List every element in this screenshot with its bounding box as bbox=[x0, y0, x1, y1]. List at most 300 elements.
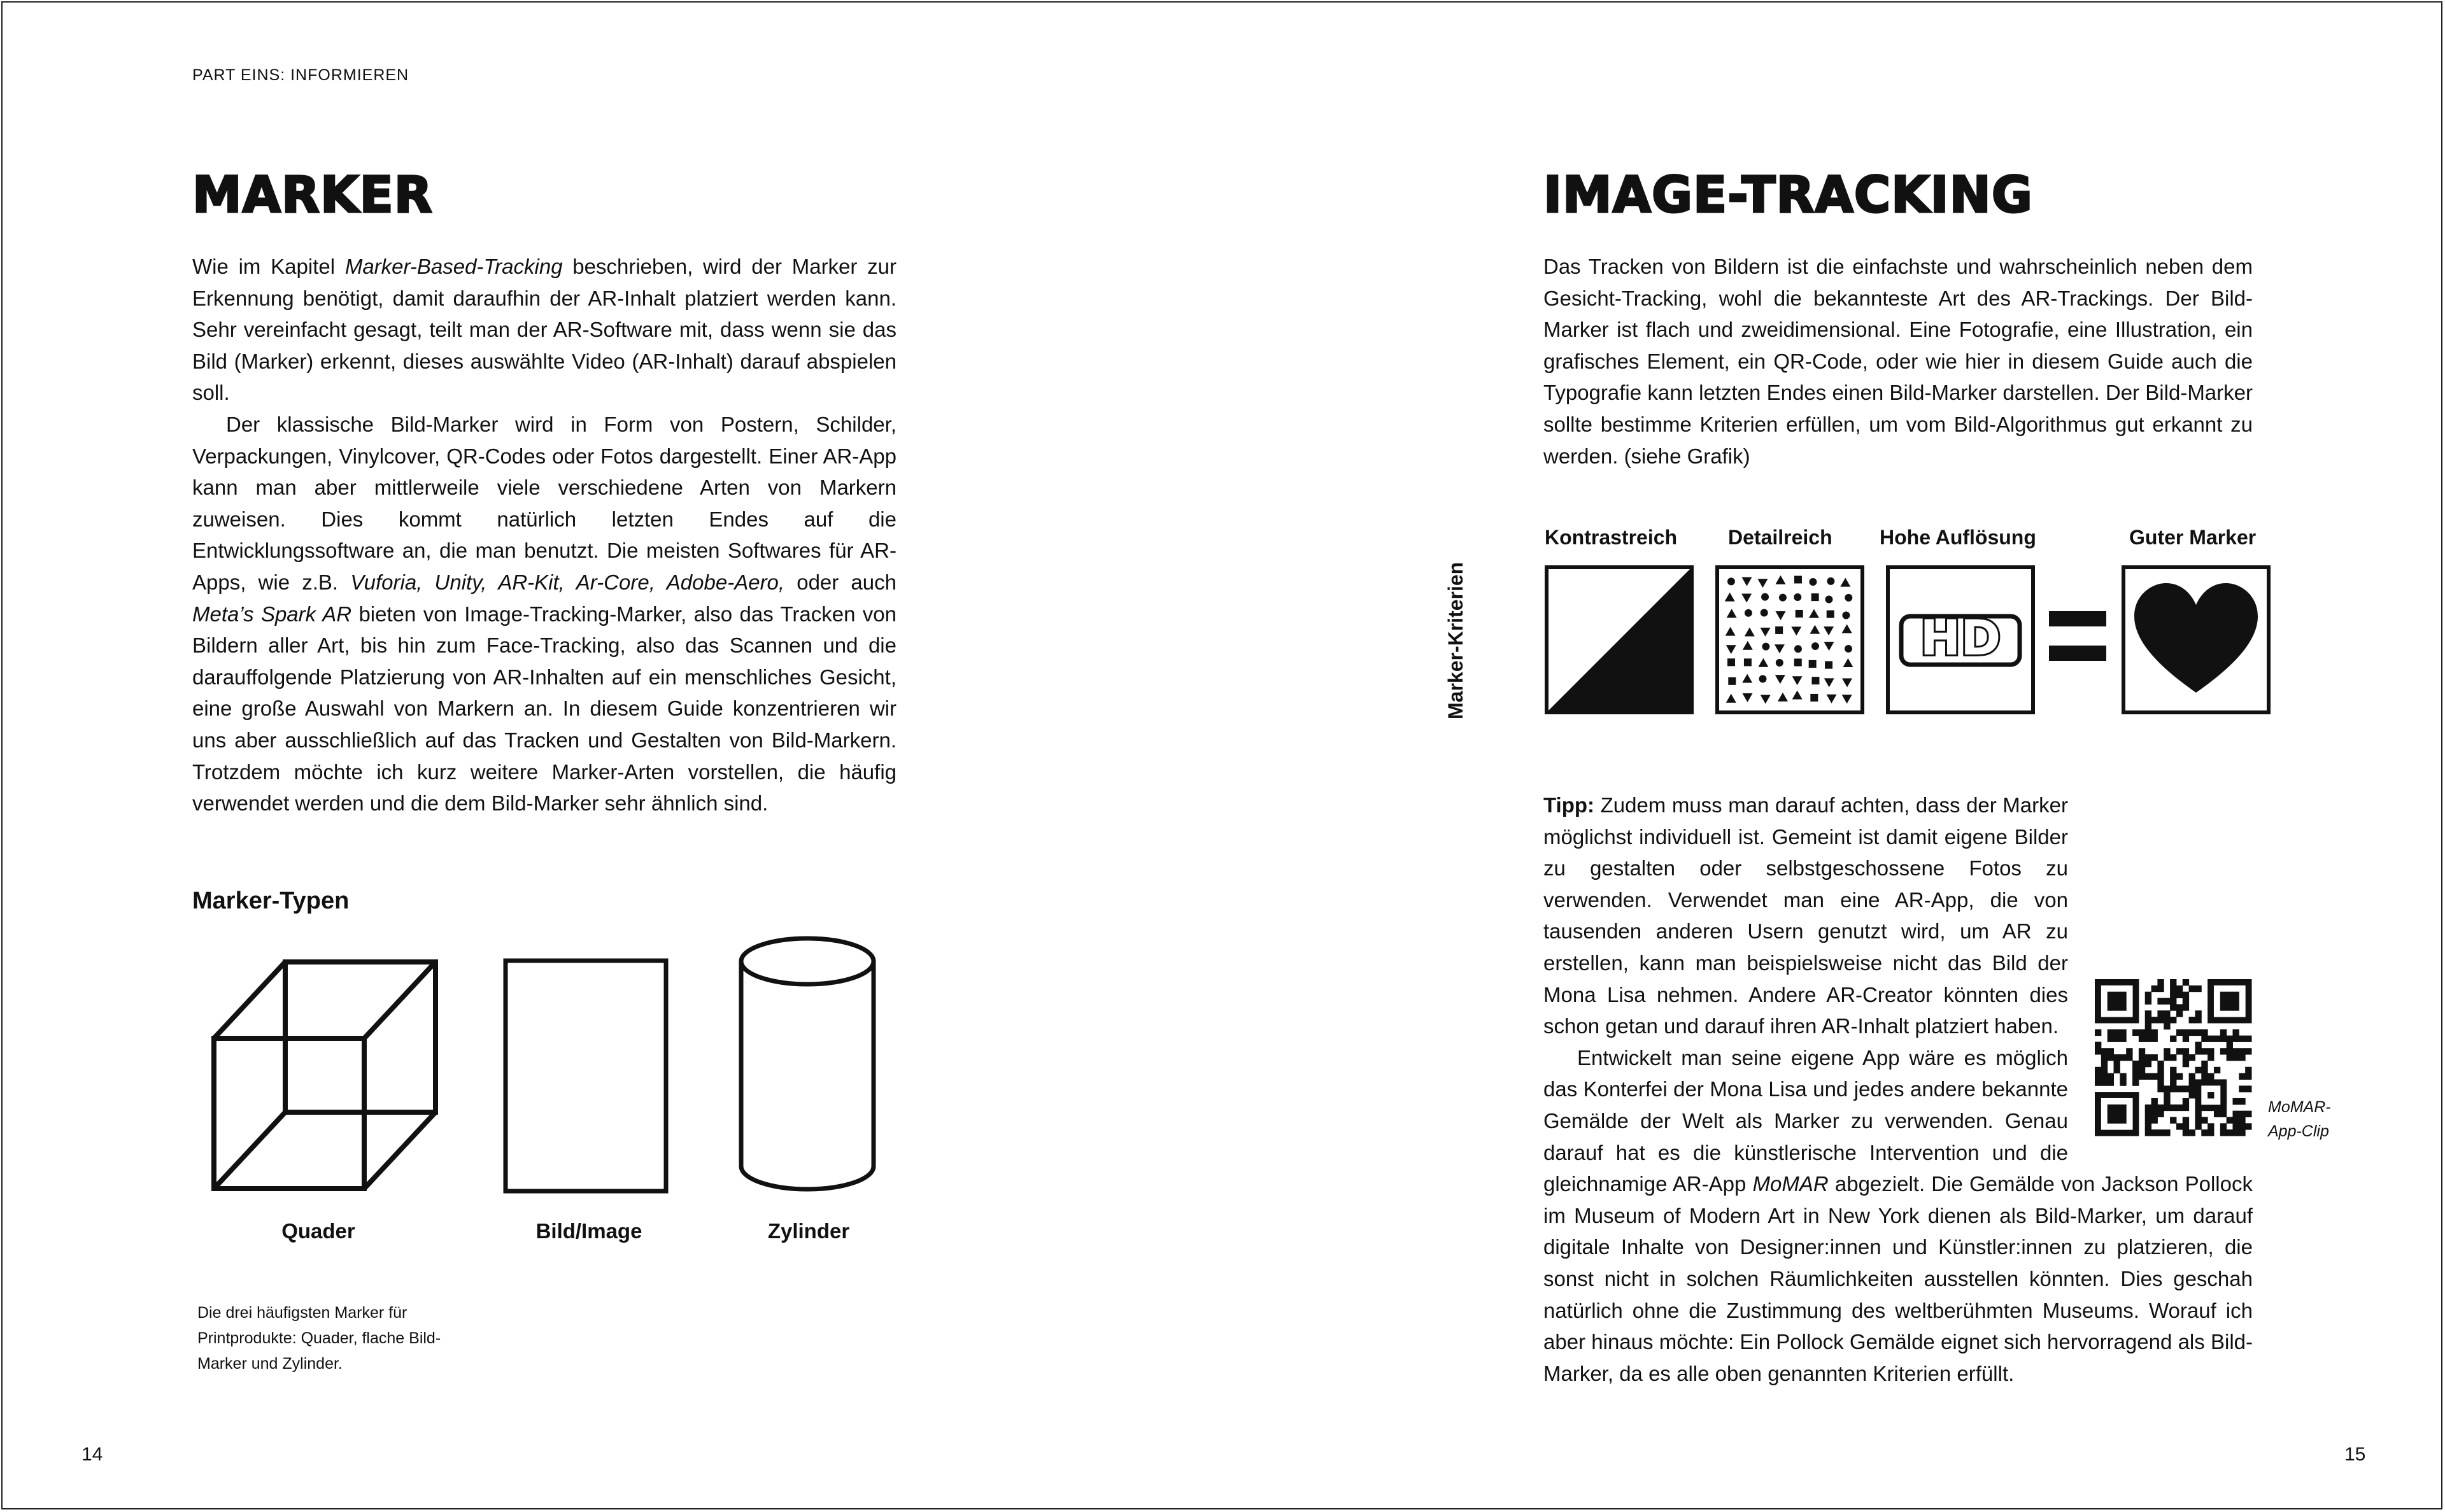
qr-module bbox=[2227, 1117, 2233, 1123]
qr-module bbox=[2170, 1117, 2176, 1123]
qr-module bbox=[2245, 1123, 2251, 1129]
qr-module bbox=[2208, 1073, 2214, 1080]
equals-icon bbox=[2049, 611, 2106, 668]
pattern-shape bbox=[1742, 693, 1752, 702]
qr-module bbox=[2232, 1123, 2239, 1129]
qr-module bbox=[2201, 1036, 2208, 1042]
pattern-shape bbox=[1827, 611, 1834, 618]
qr-module bbox=[2157, 1111, 2164, 1117]
pattern-shape bbox=[1727, 658, 1735, 666]
pattern-shape bbox=[1845, 594, 1852, 602]
qr-module bbox=[2151, 1098, 2158, 1105]
qr-module bbox=[2176, 1004, 2183, 1010]
pattern-shape bbox=[1775, 611, 1785, 620]
image-tracking-title: IMAGE-TRACKING bbox=[1543, 167, 2033, 224]
qr-module bbox=[2108, 1029, 2114, 1036]
qr-module bbox=[2170, 1067, 2176, 1073]
qr-module bbox=[2157, 1079, 2164, 1085]
pattern-shape bbox=[1757, 579, 1768, 588]
pattern-shape bbox=[1827, 577, 1834, 585]
marker-paragraph-2: Der klassische Bild-Marker wird in Form von Postern, Schilder, Verpackungen, Vinylcover, QR-Codes oder Fotos dargestellt. Einer AR-App kann man aber mittlerweile viele verschiedene Arten von Markern zuweisen. Dies kommt natürlich letzten Endes auf die Entwicklungssoftware an, die man benutzt. Die meisten Softwares für AR-Apps, wie z.B. Vuforia, Unity, AR-Kit, Ar-Core, Adobe-Aero, oder auch Meta’s Spark AR bieten von Image-Tracking-Marker, also das Tracken von Bildern aller Art, bis hin zum Face-Tracking, also das Scannen und die darauffolgende Platzierung von AR-Inhalten auf ein menschliches Gesicht, eine große Auswahl von Markern an. In diesem Guide konzentrieren wir uns aber ausschließlich auf das Tracken und Gestalten von Bild-Markern. Trotzdem möchte ich kurz weitere Marker-Arten vorstellen, die häufig verwendet werden und die dem Bild-Marker sehr ähnlich sind. bbox=[192, 412, 896, 816]
label-bild-image: Bild/Image bbox=[535, 1219, 642, 1243]
qr-module bbox=[2189, 1073, 2195, 1080]
qr-module bbox=[2145, 1023, 2151, 1029]
qr-module bbox=[2139, 1054, 2145, 1061]
pattern-shape bbox=[1758, 658, 1768, 667]
qr-module bbox=[2245, 1085, 2251, 1092]
qr-module bbox=[2170, 1036, 2176, 1042]
qr-module bbox=[2208, 1048, 2214, 1054]
pattern-shape bbox=[1791, 626, 1801, 635]
qr-module bbox=[2227, 1036, 2233, 1042]
hd-marker-icon bbox=[1886, 565, 2035, 714]
qr-module bbox=[2145, 992, 2151, 998]
momar-paragraph: Entwickelt man seine eigene App wäre es möglich das Konterfei der Mona Lisa und jedes andere bekannte Gemälde der Welt als Marker zu verwenden. Genau darauf hat es die künstlerische Intervention und die gleichnamige AR-App MoMAR abgezielt. Die Gemälde von Jackson Pollock im Museum of Modern Art in New York dienen als Bild-Marker, um darauf digitale Inhalte von Designer:innen und Künstler:innen zu platzieren, die sonst nicht in solchen Räumlichkeiten ausstellen könnten. Dies geschah natürlich ohne die Zustimmung des weltberühmten Museums. Worauf ich aber hinaus möchte: Ein Pollock Gemälde eignet sich hervorragend als Bild-Marker, da es alle oben genannten Kriterien erfüllt. bbox=[1543, 1045, 2253, 1385]
qr-module bbox=[2176, 1073, 2183, 1080]
qr-module bbox=[2214, 1036, 2220, 1042]
qr-module bbox=[2157, 1017, 2164, 1023]
qr-module bbox=[2170, 998, 2176, 1005]
qr-module bbox=[2170, 1079, 2176, 1085]
qr-module bbox=[2151, 1129, 2158, 1136]
qr-module bbox=[2201, 1061, 2208, 1067]
qr-module bbox=[2170, 1105, 2176, 1111]
pattern-shape bbox=[1842, 611, 1850, 619]
qr-module bbox=[2108, 1054, 2114, 1061]
qr-module bbox=[2120, 1036, 2126, 1042]
pattern-shape bbox=[1742, 674, 1752, 682]
pattern-shape bbox=[1840, 578, 1850, 587]
qr-module bbox=[2189, 1079, 2195, 1085]
qr-module bbox=[2189, 1085, 2195, 1092]
qr-module bbox=[2145, 998, 2151, 1005]
qr-module bbox=[2227, 1048, 2233, 1054]
qr-module bbox=[2170, 986, 2176, 992]
qr-module bbox=[2232, 1048, 2239, 1054]
qr-module bbox=[2227, 1054, 2233, 1061]
qr-module bbox=[2145, 1105, 2151, 1111]
qr-caption-line-1: MoMAR- bbox=[2268, 1098, 2331, 1116]
qr-module bbox=[2114, 1029, 2120, 1036]
hd-text: HD bbox=[1920, 609, 2001, 666]
qr-module bbox=[2176, 1123, 2183, 1129]
qr-module bbox=[2170, 992, 2176, 998]
qr-module bbox=[2157, 986, 2164, 992]
pattern-shape bbox=[1794, 576, 1802, 583]
qr-module bbox=[2108, 1073, 2114, 1080]
detail-marker-icon bbox=[1715, 565, 1864, 714]
qr-module bbox=[2183, 979, 2189, 986]
qr-module bbox=[2120, 1079, 2126, 1085]
qr-module bbox=[2227, 1042, 2233, 1048]
pattern-shape bbox=[1743, 641, 1753, 650]
qr-module bbox=[2095, 1029, 2101, 1036]
qr-module bbox=[2164, 998, 2170, 1005]
qr-module bbox=[2201, 1067, 2208, 1073]
qr-module bbox=[2151, 986, 2158, 992]
label-zylinder: Zylinder bbox=[767, 1219, 850, 1243]
qr-module bbox=[2201, 1029, 2208, 1036]
pattern-shape bbox=[1824, 642, 1834, 651]
qr-code-icon[interactable] bbox=[2095, 979, 2251, 1136]
criterion-hohe-aufloesung: Hohe Auflösung bbox=[1880, 526, 2036, 549]
qr-module bbox=[2164, 1098, 2170, 1105]
qr-module bbox=[2195, 1067, 2201, 1073]
qr-module bbox=[2157, 1129, 2164, 1136]
pattern-shape bbox=[1811, 642, 1819, 650]
qr-module bbox=[2245, 1111, 2251, 1117]
qr-module bbox=[2145, 1061, 2151, 1067]
qr-module bbox=[2189, 986, 2195, 992]
qr-module bbox=[2183, 1004, 2189, 1010]
qr-module bbox=[2145, 1117, 2151, 1123]
pattern-shape bbox=[1809, 660, 1817, 668]
label-quader: Quader bbox=[281, 1219, 355, 1243]
qr-module bbox=[2170, 1054, 2176, 1061]
pattern-shape bbox=[1728, 677, 1736, 685]
qr-module bbox=[2157, 1073, 2164, 1080]
qr-module bbox=[2170, 1085, 2176, 1092]
qr-module bbox=[2164, 1048, 2170, 1054]
pattern-shape bbox=[1762, 643, 1769, 651]
cylinder-icon bbox=[737, 936, 877, 1194]
qr-module bbox=[2195, 1123, 2201, 1129]
qr-module bbox=[2126, 1054, 2132, 1061]
qr-module bbox=[2151, 1105, 2158, 1111]
pattern-shape bbox=[1827, 695, 1837, 703]
qr-module bbox=[2095, 1079, 2101, 1085]
qr-module bbox=[2139, 1073, 2145, 1080]
qr-module bbox=[2164, 1105, 2170, 1111]
qr-module bbox=[2114, 1061, 2120, 1067]
qr-module bbox=[2145, 1073, 2151, 1080]
qr-module bbox=[2220, 1123, 2227, 1129]
figure-caption: Die drei häufigsten Marker für Printprodukte: Quader, flache Bild-Marker und Zylinder. bbox=[197, 1304, 441, 1373]
qr-module bbox=[2245, 1067, 2251, 1073]
pattern-shape bbox=[1744, 658, 1752, 666]
pattern-shape bbox=[1811, 593, 1819, 601]
pattern-shape bbox=[1845, 645, 1852, 653]
pattern-shape bbox=[1843, 658, 1853, 667]
qr-module bbox=[2170, 979, 2176, 986]
qr-module bbox=[2239, 1048, 2245, 1054]
qr-module bbox=[2189, 1029, 2195, 1036]
qr-module bbox=[2145, 1111, 2151, 1117]
qr-module bbox=[2108, 1079, 2114, 1085]
qr-module bbox=[2239, 1073, 2245, 1080]
qr-module bbox=[2183, 1061, 2189, 1067]
qr-caption-line-2: App-Clip bbox=[2268, 1122, 2329, 1140]
qr-module bbox=[2145, 1029, 2151, 1036]
qr-module bbox=[2239, 1098, 2245, 1105]
qr-module bbox=[2108, 1105, 2127, 1124]
qr-module bbox=[2183, 1036, 2189, 1042]
qr-module bbox=[2132, 1061, 2139, 1067]
qr-module bbox=[2183, 1048, 2189, 1054]
qr-module bbox=[2183, 1098, 2189, 1105]
qr-module bbox=[2208, 1092, 2214, 1098]
qr-module bbox=[2114, 1067, 2120, 1073]
qr-module bbox=[2214, 1067, 2220, 1073]
pattern-shape bbox=[1794, 659, 1802, 667]
qr-module bbox=[2245, 1048, 2251, 1054]
qr-module bbox=[2176, 1085, 2183, 1092]
pattern-shape bbox=[1792, 676, 1803, 685]
qr-module bbox=[2151, 1029, 2158, 1036]
qr-module bbox=[2239, 1117, 2245, 1123]
qr-module bbox=[2095, 1048, 2101, 1054]
qr-module bbox=[2239, 1129, 2245, 1136]
qr-module bbox=[2176, 986, 2183, 992]
qr-module bbox=[2183, 1054, 2189, 1061]
qr-module bbox=[2176, 1010, 2183, 1017]
pattern-shape bbox=[1741, 594, 1752, 603]
qr-module bbox=[2120, 1073, 2126, 1080]
qr-module bbox=[2157, 979, 2164, 986]
qr-module bbox=[2108, 1036, 2114, 1042]
qr-module bbox=[2145, 1129, 2151, 1136]
qr-module bbox=[2195, 1017, 2201, 1023]
qr-module bbox=[2195, 1117, 2201, 1123]
qr-module bbox=[2201, 1117, 2208, 1123]
qr-module bbox=[2176, 992, 2183, 998]
pattern-shape bbox=[1796, 610, 1803, 618]
qr-module bbox=[2132, 1073, 2139, 1080]
pattern-shape bbox=[1794, 645, 1802, 653]
pattern-shape bbox=[1809, 578, 1817, 586]
qr-module bbox=[2170, 1004, 2176, 1010]
criterion-detailreich: Detailreich bbox=[1728, 526, 1832, 549]
qr-module bbox=[2164, 1085, 2170, 1092]
pattern-shape bbox=[1760, 628, 1770, 637]
qr-module bbox=[2183, 1117, 2189, 1123]
qr-module bbox=[2232, 1054, 2239, 1061]
pattern-shape bbox=[1727, 577, 1735, 585]
contrast-marker-icon bbox=[1545, 565, 1694, 714]
pattern-shape bbox=[1778, 693, 1788, 702]
qr-module bbox=[2195, 1111, 2201, 1117]
qr-module bbox=[2245, 1036, 2251, 1042]
cube-icon bbox=[210, 958, 439, 1194]
qr-module bbox=[2232, 1129, 2239, 1136]
qr-module bbox=[2164, 1023, 2170, 1029]
marker-title: MARKER bbox=[192, 167, 433, 224]
qr-module bbox=[2151, 1073, 2158, 1080]
marker-types-heading: Marker-Typen bbox=[192, 887, 350, 914]
qr-module bbox=[2214, 1111, 2220, 1117]
qr-module bbox=[2183, 1129, 2189, 1136]
qr-module bbox=[2145, 1017, 2151, 1023]
qr-module bbox=[2208, 1054, 2214, 1061]
qr-module bbox=[2145, 1123, 2151, 1129]
qr-module bbox=[2232, 1117, 2239, 1123]
intro-paragraph: Das Tracken von Bildern ist die einfachste und wahrscheinlich neben dem Gesicht-Tracking, wohl die bekannteste Art des AR-Trackings. Der Bild-Marker ist flach und zweidimensional. Eine Fotografie, eine Illustration, ein grafisches Element, ein QR-Code, oder wie hier in diesem Guide auch die Typografie kann letzten Endes einen Bild-Marker darstellen. Der Bild-Marker sollte bestimme Kriterien erfüllen, um vom Bild-Algorithmus gut erkannt zu werden. (siehe Grafik) bbox=[1543, 255, 2253, 468]
qr-module bbox=[2132, 1067, 2139, 1073]
qr-module bbox=[2114, 1036, 2120, 1042]
pattern-shape bbox=[1825, 661, 1832, 669]
qr-module bbox=[2201, 1048, 2208, 1054]
page-number-left: 14 bbox=[82, 1444, 103, 1465]
qr-module bbox=[2189, 1092, 2195, 1098]
pattern-shape bbox=[1792, 690, 1803, 699]
qr-module bbox=[2145, 1010, 2151, 1017]
qr-module bbox=[2227, 1129, 2233, 1136]
pattern-shape bbox=[1825, 596, 1832, 604]
marker-body bbox=[192, 251, 896, 819]
qr-module bbox=[2120, 1054, 2126, 1061]
pattern-shape bbox=[1725, 593, 1735, 602]
running-header: PART EINS: INFORMIEREN bbox=[192, 66, 409, 84]
qr-module bbox=[2145, 1054, 2151, 1061]
qr-module bbox=[2189, 1017, 2195, 1023]
qr-module bbox=[2151, 1117, 2158, 1123]
qr-module bbox=[2139, 1061, 2145, 1067]
pattern-shape bbox=[1726, 627, 1736, 636]
qr-module bbox=[2120, 1029, 2126, 1036]
criterion-kontrastreich: Kontrastreich bbox=[1545, 526, 1678, 549]
criteria-axis-label: Marker-Kriterien bbox=[1444, 562, 1467, 719]
pattern-shape bbox=[1824, 626, 1834, 635]
qr-module bbox=[2157, 1010, 2164, 1017]
qr-module bbox=[2157, 1061, 2164, 1067]
qr-module bbox=[2208, 1123, 2214, 1129]
qr-module bbox=[2095, 1042, 2101, 1048]
pattern-shape bbox=[1811, 677, 1819, 684]
qr-module bbox=[2101, 1054, 2108, 1061]
pattern-shape bbox=[1759, 675, 1766, 682]
image-tracking-intro bbox=[1543, 251, 2253, 472]
pattern-shape bbox=[1842, 625, 1852, 633]
qr-module bbox=[2195, 1042, 2201, 1048]
qr-module bbox=[2232, 1098, 2239, 1105]
qr-module bbox=[2101, 1048, 2108, 1054]
pattern-shape bbox=[1775, 576, 1785, 584]
qr-caption bbox=[2268, 1095, 2331, 1143]
qr-module bbox=[2101, 1073, 2108, 1080]
qr-module bbox=[2201, 1073, 2208, 1080]
qr-module bbox=[2183, 998, 2189, 1005]
qr-module bbox=[2164, 1017, 2170, 1023]
pattern-shape bbox=[1809, 609, 1819, 618]
qr-module bbox=[2176, 1029, 2183, 1036]
tip-label: Tipp: bbox=[1543, 793, 1595, 817]
qr-module bbox=[2183, 1123, 2189, 1129]
qr-module bbox=[2195, 1010, 2201, 1017]
qr-module bbox=[2151, 1036, 2158, 1042]
qr-module bbox=[2157, 1067, 2164, 1073]
pattern-shape bbox=[1775, 644, 1785, 653]
qr-module bbox=[2157, 998, 2164, 1005]
qr-module bbox=[2239, 1123, 2245, 1129]
pattern-shape bbox=[1810, 625, 1820, 634]
pattern-shape bbox=[1745, 628, 1755, 637]
pattern-shape bbox=[1761, 695, 1771, 703]
page-number-right: 15 bbox=[2344, 1444, 2366, 1465]
qr-module bbox=[2145, 1036, 2151, 1042]
flat-image-marker-icon bbox=[503, 958, 669, 1194]
pattern-shape bbox=[1726, 694, 1736, 703]
pattern-shape bbox=[1745, 609, 1752, 617]
qr-module bbox=[2220, 1029, 2227, 1036]
qr-module bbox=[2183, 992, 2189, 998]
qr-module bbox=[2208, 1129, 2214, 1136]
qr-module bbox=[2183, 1029, 2189, 1036]
qr-module bbox=[2183, 1085, 2189, 1092]
qr-module bbox=[2114, 1054, 2120, 1061]
qr-module bbox=[2201, 1129, 2208, 1136]
qr-module bbox=[2132, 1079, 2139, 1085]
pattern-shape bbox=[1761, 593, 1769, 601]
marker-paragraph-1: Wie im Kapitel Marker-Based-Tracking beschrieben, wird der Marker zur Erkennung benötigt, damit daraufhin der AR-Inhalt platziert werden kann. Sehr vereinfacht gesagt, teilt man der AR-Software mit, dass wenn sie das Bild (Marker) erkennt, dieses auswählte Video (AR-Inhalt) darauf abspielen soll. bbox=[192, 255, 896, 405]
pattern-shape bbox=[1810, 694, 1818, 702]
qr-module bbox=[2151, 1017, 2158, 1023]
qr-module bbox=[2220, 992, 2239, 1011]
qr-module bbox=[2232, 1036, 2239, 1042]
qr-module bbox=[2139, 1036, 2145, 1042]
qr-module bbox=[2164, 1010, 2170, 1017]
qr-module bbox=[2176, 1105, 2183, 1111]
qr-module bbox=[2239, 1111, 2245, 1117]
qr-module bbox=[2157, 1105, 2164, 1111]
pattern-shape bbox=[1824, 678, 1834, 687]
pattern-shape bbox=[1842, 695, 1852, 703]
qr-module bbox=[2101, 1067, 2108, 1073]
qr-module bbox=[2239, 1054, 2245, 1061]
pattern-shape bbox=[1842, 678, 1852, 687]
qr-module bbox=[2151, 1111, 2158, 1117]
qr-module bbox=[2132, 1029, 2139, 1036]
pattern-shape bbox=[1775, 626, 1783, 634]
pattern-shape bbox=[1727, 609, 1737, 618]
qr-module bbox=[2195, 986, 2201, 992]
qr-module bbox=[2139, 1048, 2145, 1054]
qr-module bbox=[2183, 1105, 2189, 1111]
heart-marker-icon bbox=[2122, 565, 2271, 714]
qr-module bbox=[2101, 1079, 2108, 1085]
qr-module bbox=[2239, 1036, 2245, 1042]
pattern-shape bbox=[1794, 593, 1801, 601]
pattern-shape bbox=[1779, 594, 1787, 602]
qr-module bbox=[2164, 1092, 2170, 1098]
tip-text: Zudem muss man darauf achten, dass der Marker möglichst individuell ist. Gemeint ist damit eigene Bilder zu gestalten oder selbstgeschossene Fotos zu verwenden. Verwendet man eine AR-App, die von tausenden anderen Usern genutzt wird, um AR zu erstellen, kann man beispielsweise nicht das Bild der Mona Lisa nehmen. Andere AR-Creator könnten dies schon getan und darauf ihren AR-Inhalt platziert haben. bbox=[1543, 793, 2068, 1038]
qr-module bbox=[2195, 1048, 2201, 1054]
qr-module bbox=[2232, 1111, 2239, 1117]
pattern-shape bbox=[1761, 609, 1768, 617]
pattern-shape bbox=[1741, 577, 1752, 586]
pattern-shape bbox=[1776, 659, 1783, 667]
qr-module bbox=[2164, 1054, 2170, 1061]
qr-module bbox=[2139, 1067, 2145, 1073]
qr-module bbox=[2220, 1048, 2227, 1054]
qr-module bbox=[2108, 992, 2127, 1011]
qr-module bbox=[2108, 1048, 2114, 1054]
criterion-guter-marker: Guter Marker bbox=[2129, 526, 2257, 549]
qr-module bbox=[2126, 1048, 2132, 1054]
pattern-shape bbox=[1726, 645, 1736, 654]
qr-module bbox=[2195, 1029, 2201, 1036]
qr-module bbox=[2139, 1029, 2145, 1036]
qr-module bbox=[2220, 1111, 2227, 1117]
qr-module bbox=[2189, 1054, 2195, 1061]
qr-module bbox=[2176, 1048, 2183, 1054]
qr-module bbox=[2095, 1067, 2101, 1073]
qr-module bbox=[2157, 1085, 2164, 1092]
qr-module bbox=[2245, 1073, 2251, 1080]
qr-module bbox=[2220, 1129, 2227, 1136]
qr-module bbox=[2170, 1073, 2176, 1080]
qr-module bbox=[2239, 1085, 2245, 1092]
qr-module bbox=[2189, 1129, 2195, 1136]
